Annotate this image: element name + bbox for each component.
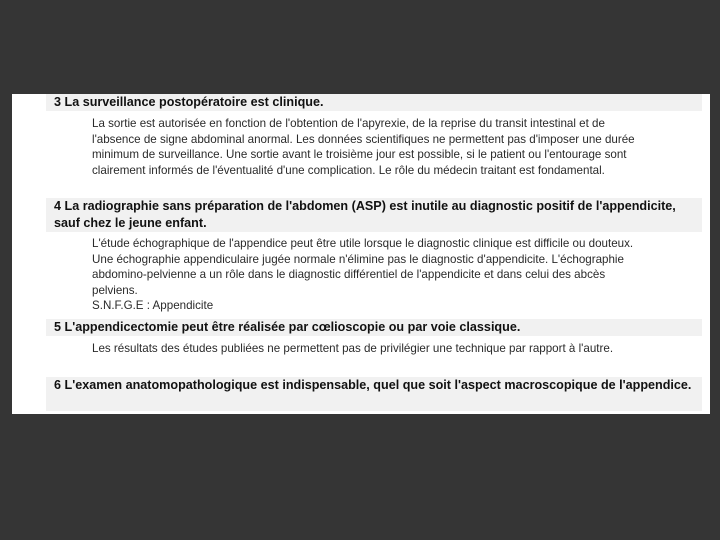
recommendation-6-heading <box>46 377 702 411</box>
recommendation-3-body-text: La sortie est autorisée en fonction de l'obtention de l'apyrexie, de la reprise du transit intestinal et de l'absence de signe abdominal anormal. Les données scientifiques ne permettent pas d'imposer une durée minimum de surveillance. Une sortie avant le troisième jour est possible, si le patient ou l'entourage sont clairement informés de l'éventualité d'une complication. Le rôle du médecin traitant est fondamental. <box>92 117 635 177</box>
recommendation-5-heading-text: 5 L'appendicectomie peut être réalisée par cœlioscopie ou par voie classique. <box>54 320 521 334</box>
recommendation-3-heading <box>46 94 702 111</box>
recommendation-5-body-text: Les résultats des études publiées ne permettent pas de privilégier une technique par rapport à l'autre. <box>92 342 614 355</box>
recommendation-5-body <box>92 341 652 372</box>
recommendation-3-body <box>92 116 652 190</box>
document-page <box>12 94 710 414</box>
recommendation-5-heading <box>46 319 702 336</box>
recommendation-6-heading-text: 6 L'examen anatomopathologique est indispensable, quel que soit l'aspect macroscopique de l'appendice. <box>54 378 692 392</box>
recommendation-4-body-text: L'étude échographique de l'appendice peut être utile lorsque le diagnostic clinique est difficile ou douteux. Une échographie appendiculaire jugée normale n'élimine pas le diagnostic d'appendicite. L'échographie abdomino-pelvienne a un rôle dans le diagnostic différentiel de l'appendicite et dans celui des abcès pelviens. <box>92 237 634 297</box>
recommendation-4-body <box>92 236 652 314</box>
recommendation-3-heading-text: 3 La surveillance postopératoire est clinique. <box>54 95 324 109</box>
recommendation-4-heading-text: 4 La radiographie sans préparation de l'abdomen (ASP) est inutile au diagnostic positif de l'appendicite, sauf chez le jeune enfant. <box>54 199 676 230</box>
recommendation-4-source: S.N.F.G.E : Appendicite <box>92 299 214 312</box>
recommendation-4-heading <box>46 198 702 232</box>
